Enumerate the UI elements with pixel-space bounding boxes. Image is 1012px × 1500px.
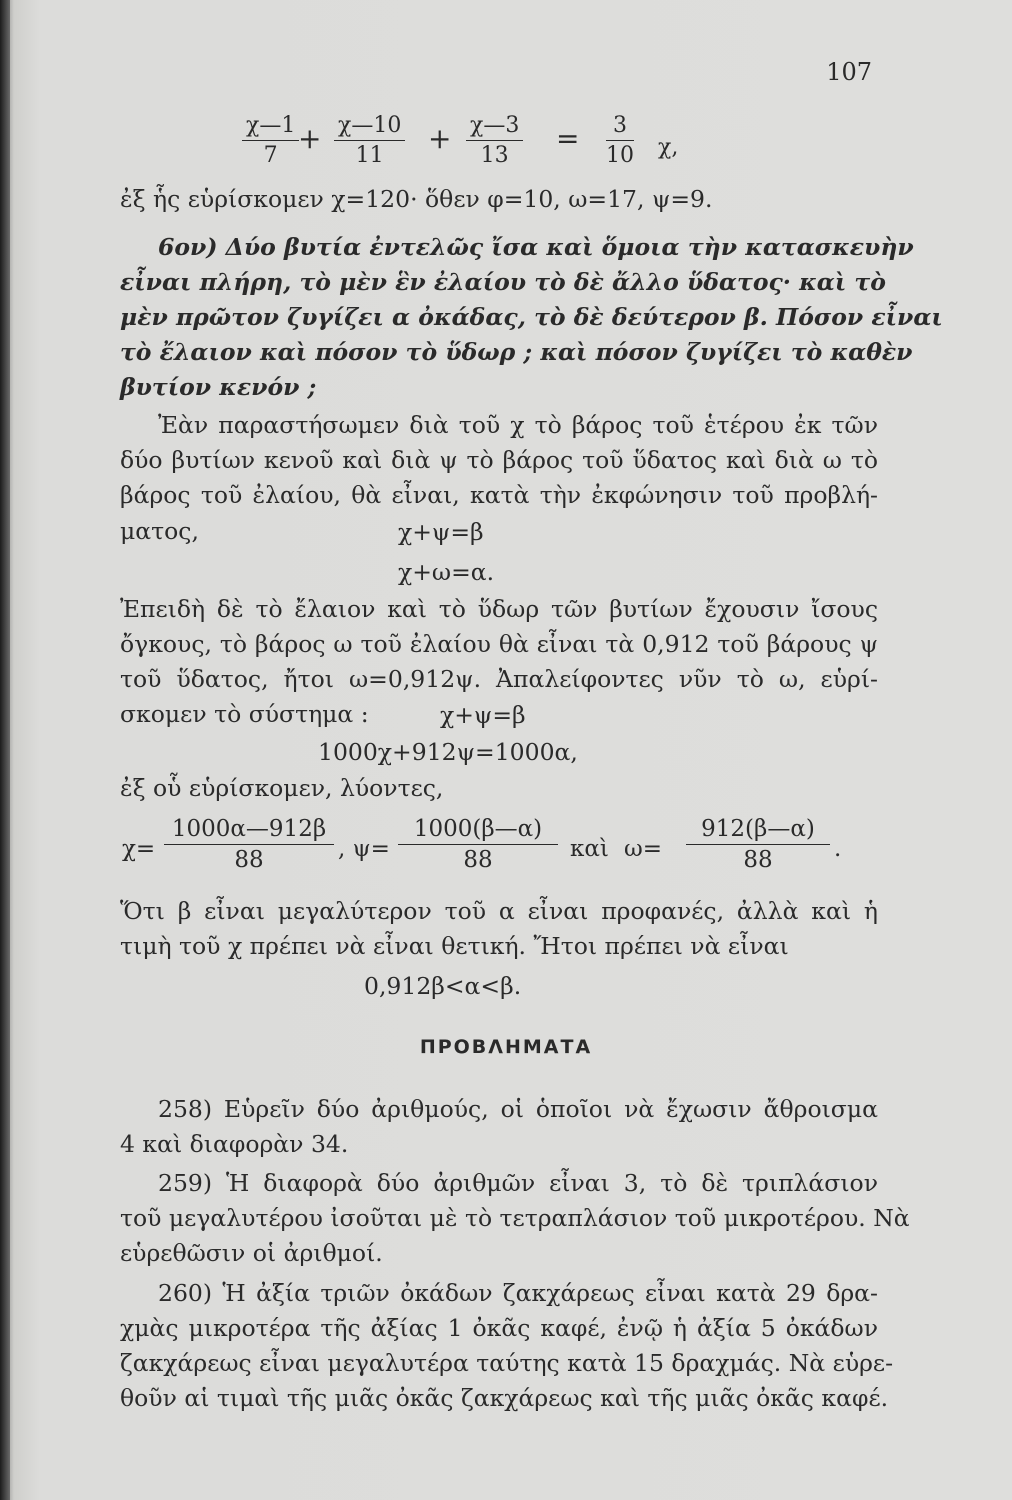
equation-line: χ+ω=α. bbox=[398, 558, 495, 586]
equation-end: . bbox=[834, 836, 842, 862]
equation-tail: χ, bbox=[658, 135, 679, 160]
fraction-psi bbox=[398, 818, 558, 872]
kai-word: καὶ bbox=[570, 836, 609, 862]
page-number: 107 bbox=[826, 58, 872, 86]
section-heading: ΠΡΟΒΛΗΜΑΤΑ bbox=[419, 1036, 593, 1058]
problem-line: ζακχάρεως εἶναι μεγαλυτέρα ταύτης κατὰ 15 δραχμάς. Νὰ εὑρε- bbox=[120, 1349, 894, 1377]
numerator: 1000(β—α) bbox=[398, 818, 558, 845]
denominator: 88 bbox=[234, 847, 264, 873]
denominator: 11 bbox=[355, 143, 384, 168]
denominator: 13 bbox=[480, 143, 509, 168]
numerator: χ—3 bbox=[466, 115, 523, 141]
denominator: 88 bbox=[743, 847, 773, 873]
text-line: ματος, bbox=[120, 517, 199, 545]
omega-label: ω= bbox=[624, 836, 663, 862]
text-line: μὲν πρῶτον ζυγίζει α ὀκάδας, τὸ δὲ δεύτερον β. Πόσον εἶναι bbox=[120, 303, 943, 331]
problem-line: 4 καὶ διαφορὰν 34. bbox=[120, 1130, 349, 1158]
text-line: τιμὴ τοῦ χ πρέπει νὰ εἶναι θετική. Ἤτοι πρέπει νὰ εἶναι bbox=[120, 932, 789, 960]
text-line: τοῦ ὕδατος, ἤτοι ω=0,912ψ. Ἀπαλείφοντες νῦν τὸ ω, εὑρί- bbox=[120, 665, 878, 693]
text-line: 6ον) Δύο βυτία ἐντελῶς ἴσα καὶ ὅμοια τὴν κατασκευὴν bbox=[158, 233, 914, 261]
text-line: βάρος τοῦ ἐλαίου, θὰ εἶναι, κατὰ τὴν ἐκφώνησιν τοῦ προβλή- bbox=[120, 481, 878, 509]
problem-line: τοῦ μεγαλυτέρου ἰσοῦται μὲ τὸ τετραπλάσιον τοῦ μικροτέρου. Νὰ bbox=[120, 1204, 910, 1232]
text-line: ἐξ οὗ εὑρίσκομεν, λύοντες, bbox=[120, 774, 444, 802]
numerator: 3 bbox=[606, 115, 634, 141]
problem-line: εὑρεθῶσιν οἱ ἀριθμοί. bbox=[120, 1239, 383, 1267]
numerator: 1000α—912β bbox=[164, 818, 334, 845]
equals-sign: = bbox=[556, 122, 580, 155]
equation-line: χ+ψ=β bbox=[440, 701, 526, 729]
fraction bbox=[606, 115, 634, 167]
numerator: 912(β—α) bbox=[686, 818, 830, 845]
x-label: χ= bbox=[122, 836, 156, 862]
problem-line: 260) Ἡ ἀξία τριῶν ὀκάδων ζακχάρεως εἶναι κατὰ 29 δρα- bbox=[158, 1279, 878, 1307]
fraction-omega bbox=[686, 818, 830, 872]
inequality: 0,912β<α<β. bbox=[364, 972, 522, 1000]
fraction bbox=[466, 115, 523, 167]
fraction bbox=[334, 115, 405, 167]
problem-line: θοῦν αἱ τιμαὶ τῆς μιᾶς ὀκᾶς ζακχάρεως καὶ τῆς μιᾶς ὀκᾶς καφέ. bbox=[120, 1384, 889, 1412]
fraction bbox=[242, 115, 299, 167]
text-line: Ἐπειδὴ δὲ τὸ ἔλαιον καὶ τὸ ὕδωρ τῶν βυτίων ἔχουσιν ἴσους bbox=[120, 595, 878, 623]
psi-label: , ψ= bbox=[338, 836, 390, 862]
book-spine-shadow bbox=[0, 0, 10, 1500]
fraction-x bbox=[164, 818, 334, 872]
plus-sign: + bbox=[428, 122, 452, 155]
text-line: βυτίον κενόν ; bbox=[120, 373, 317, 401]
denominator: 88 bbox=[463, 847, 493, 873]
denominator: 10 bbox=[606, 143, 634, 168]
text-line: Ἐὰν παραστήσωμεν διὰ τοῦ χ τὸ βάρος τοῦ ἑτέρου ἐκ τῶν bbox=[158, 411, 878, 439]
equation-line: 1000χ+912ψ=1000α, bbox=[318, 738, 578, 766]
text-line: σκομεν τὸ σύστημα : bbox=[120, 700, 369, 728]
plus-sign: + bbox=[298, 122, 322, 155]
text-line: δύο βυτίων κενοῦ καὶ διὰ ψ τὸ βάρος τοῦ ὕδατος καὶ διὰ ω τὸ bbox=[120, 446, 878, 474]
numerator: χ—10 bbox=[334, 115, 405, 141]
text-line: Ὅτι β εἶναι μεγαλύτερον τοῦ α εἶναι προφανές, ἀλλὰ καὶ ἡ bbox=[120, 897, 878, 925]
text-line: τὸ ἔλαιον καὶ πόσον τὸ ὕδωρ ; καὶ πόσον ζυγίζει τὸ καθὲν bbox=[120, 338, 913, 366]
numerator: χ—1 bbox=[242, 115, 299, 141]
problem-line: 259) Ἡ διαφορὰ δύο ἀριθμῶν εἶναι 3, τὸ δὲ τριπλάσιον bbox=[158, 1169, 878, 1197]
problem-line: χμὰς μικροτέρα τῆς ἀξίας 1 ὀκᾶς καφέ, ἐνῷ ἡ ἀξία 5 ὀκάδων bbox=[120, 1314, 878, 1342]
equation-line: χ+ψ=β bbox=[398, 518, 484, 546]
text-line: εἶναι πλήρη, τὸ μὲν ἓν ἐλαίου τὸ δὲ ἄλλο ὕδατος· καὶ τὸ bbox=[120, 268, 886, 296]
problem-line: 258) Εὑρεῖν δύο ἀριθμούς, οἱ ὁποῖοι νὰ ἔχωσιν ἄθροισμα bbox=[158, 1095, 878, 1123]
text-line: ἐξ ἧς εὑρίσκομεν χ=120· ὅθεν φ=10, ω=17, ψ=9. bbox=[120, 185, 713, 213]
denominator: 7 bbox=[263, 143, 278, 168]
text-line: ὄγκους, τὸ βάρος ω τοῦ ἐλαίου θὰ εἶναι τὰ 0,912 τοῦ βάρους ψ bbox=[120, 630, 878, 658]
